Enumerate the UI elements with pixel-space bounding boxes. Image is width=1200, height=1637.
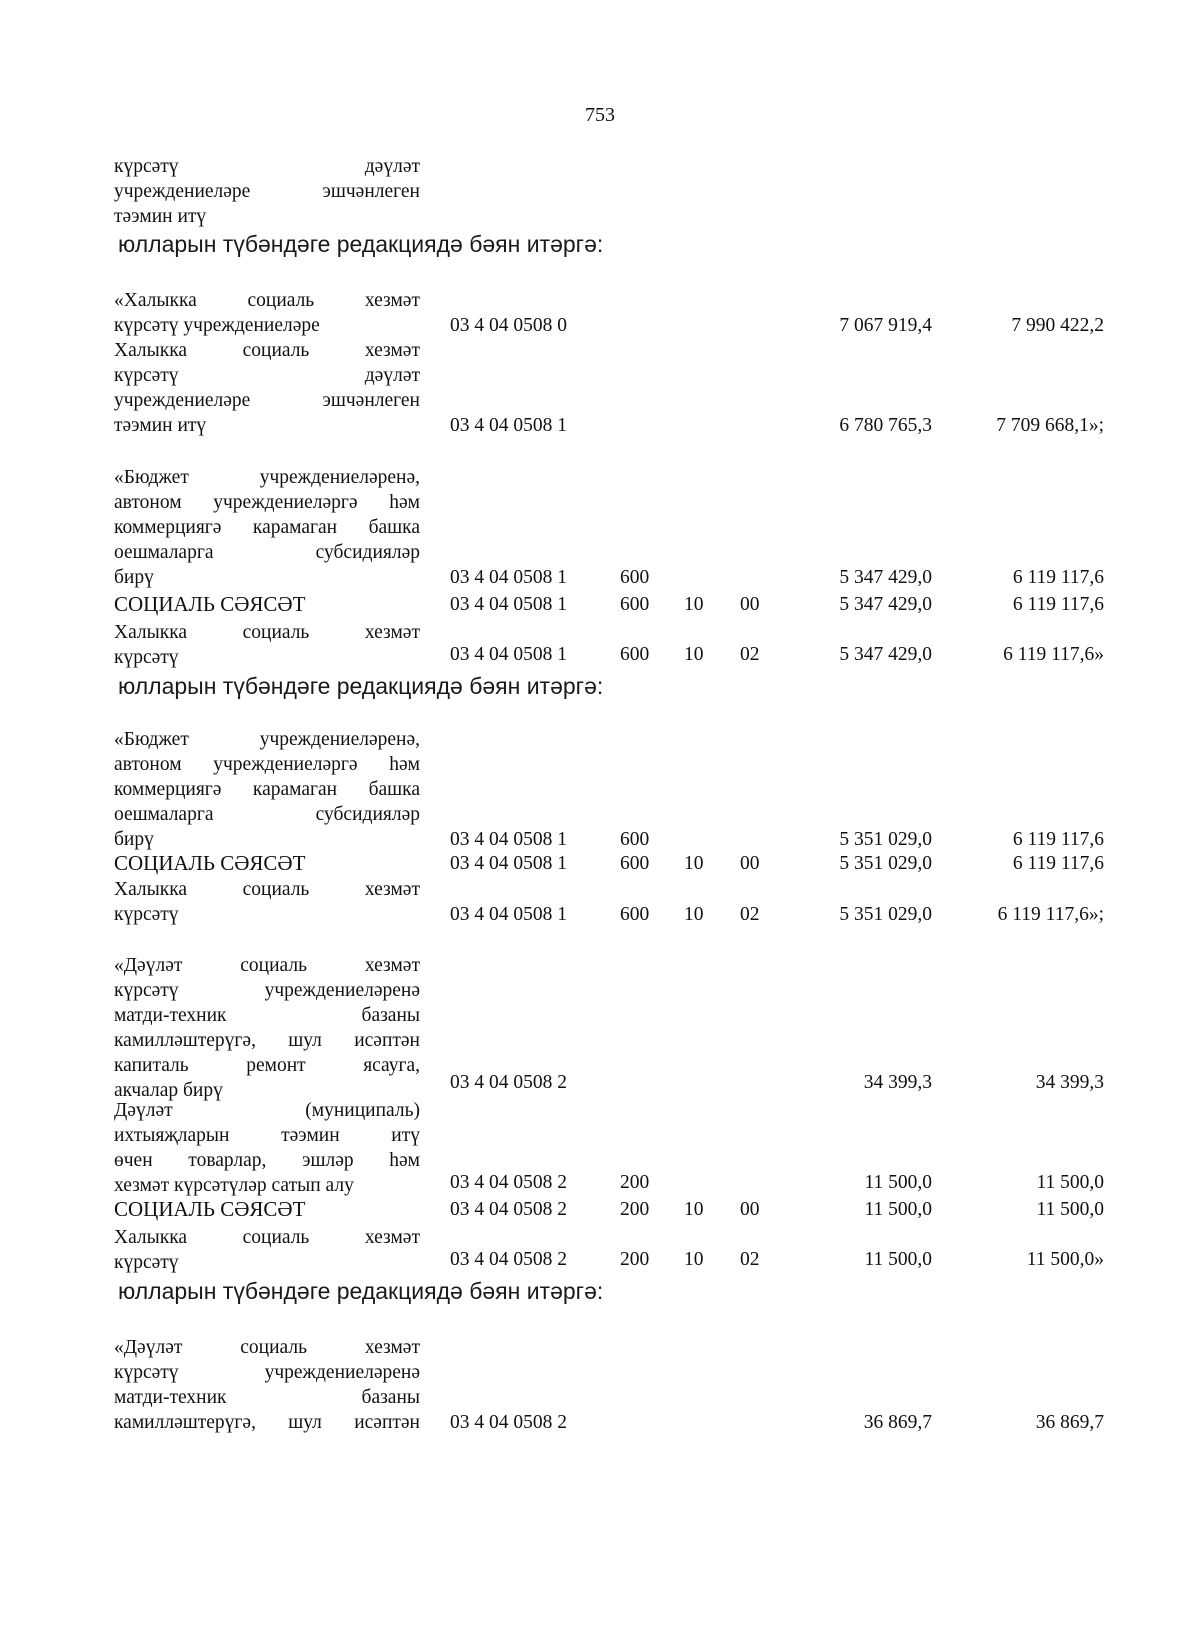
row-type: 600 <box>620 829 650 850</box>
row-section: 10 <box>684 853 704 874</box>
desc-line: бирү <box>114 567 154 588</box>
desc-line: капиталь ремонт ясауга, <box>114 1055 420 1076</box>
desc-line: Халыкка социаль хезмәт <box>114 879 420 900</box>
desc-line: тәэмин итү <box>114 206 207 227</box>
phrase-2: юлларын түбәндәге редакциядә бәян итәргә: <box>118 673 604 699</box>
row-value-2: 7 990 422,2 <box>1011 315 1104 336</box>
desc-line: күрсәтү учреждениеләренә <box>114 980 420 1001</box>
row-code: 03 4 04 0508 1 <box>450 644 567 665</box>
row-value-1: 5 347 429,0 <box>839 567 932 588</box>
desc-line: автоном учреждениеләргә һәм <box>114 754 420 775</box>
desc-line: күрсәтү <box>114 904 179 925</box>
desc-line: СОЦИАЛЬ СӘЯСӘТ <box>114 851 306 875</box>
row-description <box>114 154 420 229</box>
row-value-1: 5 351 029,0 <box>839 904 932 925</box>
desc-line: күрсәтү <box>114 1252 179 1273</box>
desc-line: оешмаларга субсидияләр <box>114 542 420 563</box>
row-type: 600 <box>620 853 650 874</box>
row-value-1: 34 399,3 <box>863 1072 932 1093</box>
desc-line: коммерциягә карамаган башка <box>114 517 420 538</box>
row-code: 03 4 04 0508 2 <box>450 1412 567 1433</box>
row-value-1: 11 500,0 <box>864 1249 932 1270</box>
desc-line: күрсәтү дәүләт <box>114 156 420 177</box>
row-value-2: 34 399,3 <box>1035 1072 1104 1093</box>
desc-line: СОЦИАЛЬ СӘЯСӘТ <box>114 1197 306 1221</box>
row-description <box>114 465 420 590</box>
row-description <box>114 727 420 852</box>
desc-line: коммерциягә карамаган башка <box>114 779 420 800</box>
desc-line: учреждениеләре эшчәнлеген <box>114 181 420 202</box>
row-type: 200 <box>620 1249 650 1270</box>
phrase-1: юлларын түбәндәге редакциядә бәян итәргә: <box>118 231 604 257</box>
row-value-1: 5 347 429,0 <box>839 594 932 615</box>
row-description <box>114 620 420 670</box>
row-value-2: 6 119 117,6 <box>1012 853 1104 874</box>
desc-line: Халыкка социаль хезмәт <box>114 1227 420 1248</box>
row-subsection: 00 <box>740 594 760 615</box>
row-value-2: 6 119 117,6»; <box>997 904 1104 925</box>
row-type: 200 <box>620 1172 650 1193</box>
row-value-2: 36 869,7 <box>1035 1412 1104 1433</box>
row-section: 10 <box>684 904 704 925</box>
row-type: 600 <box>620 904 650 925</box>
row-type: 600 <box>620 567 650 588</box>
row-subsection: 00 <box>740 1199 760 1220</box>
row-code: 03 4 04 0508 2 <box>450 1199 567 1220</box>
row-description <box>114 1197 420 1222</box>
row-description <box>114 338 420 438</box>
row-description <box>114 1225 420 1275</box>
row-value-2: 6 119 117,6 <box>1012 567 1104 588</box>
row-description <box>114 592 420 617</box>
row-code: 03 4 04 0508 0 <box>450 315 567 336</box>
row-subsection: 02 <box>740 644 760 665</box>
row-section: 10 <box>684 594 704 615</box>
row-value-2: 6 119 117,6 <box>1012 594 1104 615</box>
row-subsection: 02 <box>740 904 760 925</box>
row-description <box>114 851 420 876</box>
desc-line: күрсәтү <box>114 647 179 668</box>
row-description <box>114 288 420 338</box>
row-section: 10 <box>684 644 704 665</box>
desc-line: хезмәт күрсәтүләр сатып алу <box>114 1175 354 1196</box>
row-value-1: 11 500,0 <box>864 1172 932 1193</box>
row-type: 600 <box>620 644 650 665</box>
desc-line: акчалар бирү <box>114 1080 223 1101</box>
desc-line: камилләштерүгә, шул исәптән <box>114 1030 420 1051</box>
desc-line: «Бюджет учреждениеләренә, <box>114 467 420 488</box>
desc-line: өчен товарлар, эшләр һәм <box>114 1150 420 1171</box>
row-subsection: 00 <box>740 853 760 874</box>
row-code: 03 4 04 0508 1 <box>450 829 567 850</box>
row-code: 03 4 04 0508 1 <box>450 904 567 925</box>
desc-line: автоном учреждениеләргә һәм <box>114 492 420 513</box>
row-code: 03 4 04 0508 1 <box>450 415 567 436</box>
row-code: 03 4 04 0508 1 <box>450 853 567 874</box>
desc-line: «Бюджет учреждениеләренә, <box>114 729 420 750</box>
desc-line: оешмаларга субсидияләр <box>114 804 420 825</box>
row-value-2: 7 709 668,1»; <box>996 415 1104 436</box>
desc-line: СОЦИАЛЬ СӘЯСӘТ <box>114 592 306 616</box>
desc-line: тәэмин итү <box>114 415 207 436</box>
desc-line: матди-техник базаны <box>114 1387 420 1408</box>
page-number: 753 <box>585 104 615 126</box>
row-description <box>114 953 420 1103</box>
row-type: 200 <box>620 1199 650 1220</box>
desc-line: учреждениеләре эшчәнлеген <box>114 390 420 411</box>
desc-line: ихтыяҗларын тәэмин итү <box>114 1125 420 1146</box>
row-value-2: 6 119 117,6 <box>1012 829 1104 850</box>
row-description <box>114 877 420 927</box>
desc-line: «Халыкка социаль хезмәт <box>114 290 420 311</box>
row-value-1: 36 869,7 <box>863 1412 932 1433</box>
row-description <box>114 1098 420 1198</box>
desc-line: «Дәүләт социаль хезмәт <box>114 1337 420 1358</box>
row-code: 03 4 04 0508 2 <box>450 1249 567 1270</box>
row-value-2: 11 500,0 <box>1036 1172 1104 1193</box>
row-subsection: 02 <box>740 1249 760 1270</box>
row-code: 03 4 04 0508 1 <box>450 594 567 615</box>
row-value-2: 11 500,0» <box>1026 1249 1104 1270</box>
row-value-2: 11 500,0 <box>1036 1199 1104 1220</box>
row-description <box>114 1335 420 1435</box>
row-value-1: 5 351 029,0 <box>839 853 932 874</box>
row-section: 10 <box>684 1199 704 1220</box>
row-code: 03 4 04 0508 2 <box>450 1172 567 1193</box>
row-code: 03 4 04 0508 1 <box>450 567 567 588</box>
desc-line: матди-техник базаны <box>114 1005 420 1026</box>
row-value-1: 7 067 919,4 <box>839 315 932 336</box>
desc-line: Халыкка социаль хезмәт <box>114 622 420 643</box>
desc-line: «Дәүләт социаль хезмәт <box>114 955 420 976</box>
desc-line: күрсәтү дәүләт <box>114 365 420 386</box>
row-value-2: 6 119 117,6» <box>1003 644 1104 665</box>
row-section: 10 <box>684 1249 704 1270</box>
desc-line: Дәүләт (муниципаль) <box>114 1100 420 1121</box>
row-value-1: 11 500,0 <box>864 1199 932 1220</box>
phrase-3: юлларын түбәндәге редакциядә бәян итәргә: <box>118 1278 604 1304</box>
desc-line: күрсәтү учреждениеләре <box>114 315 320 336</box>
desc-line: Халыкка социаль хезмәт <box>114 340 420 361</box>
desc-line: бирү <box>114 829 154 850</box>
desc-line: күрсәтү учреждениеләренә <box>114 1362 420 1383</box>
row-value-1: 6 780 765,3 <box>839 415 932 436</box>
row-value-1: 5 351 029,0 <box>839 829 932 850</box>
desc-line: камилләштерүгә, шул исәптән <box>114 1412 420 1433</box>
row-code: 03 4 04 0508 2 <box>450 1072 567 1093</box>
row-type: 600 <box>620 594 650 615</box>
row-value-1: 5 347 429,0 <box>839 644 932 665</box>
